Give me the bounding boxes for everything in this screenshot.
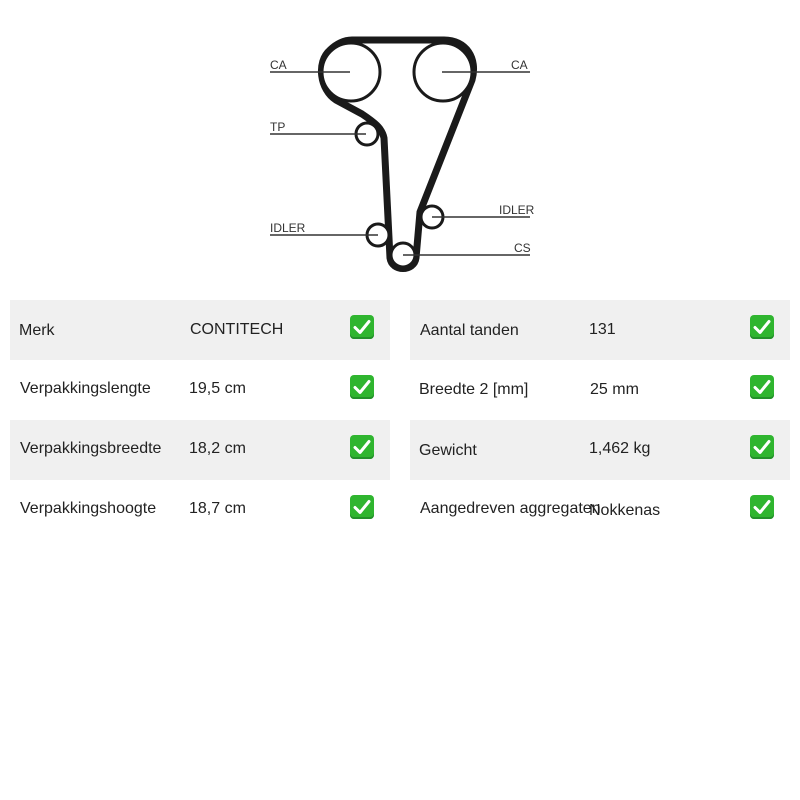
- check-mark-button-icon: [350, 375, 374, 399]
- check-mark-button-icon: [750, 315, 774, 339]
- spec-label: Aangedreven aggregaten: [420, 500, 601, 517]
- spec-label: Verpakkingsbreedte: [20, 440, 162, 457]
- spec-value: 25 mm: [590, 381, 639, 398]
- spec-label: Aantal tanden: [420, 322, 519, 339]
- label-idler-right: IDLER: [499, 203, 535, 217]
- spec-row: [410, 480, 790, 540]
- spec-value: 18,7 cm: [189, 500, 246, 517]
- spec-row: [10, 480, 390, 540]
- belt-diagram-svg: [0, 0, 800, 290]
- spec-table-left: [10, 300, 390, 540]
- label-cs: CS: [514, 241, 531, 255]
- check-mark-button-icon: [350, 495, 374, 519]
- spec-label: Breedte 2 [mm]: [419, 381, 529, 398]
- label-ca-right: CA: [511, 58, 528, 72]
- spec-value: 19,5 cm: [189, 380, 246, 397]
- spec-table-right: [410, 300, 790, 540]
- spec-row: [410, 360, 790, 420]
- check-mark-button-icon: [350, 315, 374, 339]
- spec-row: [10, 420, 390, 480]
- spec-value: Nokkenas: [589, 502, 661, 519]
- spec-value: 131: [589, 321, 616, 338]
- check-mark-button-icon: [750, 375, 774, 399]
- label-ca-left: CA: [270, 58, 287, 72]
- spec-label: Verpakkingshoogte: [20, 500, 157, 517]
- label-tp: TP: [270, 120, 286, 134]
- spec-value: 1,462 kg: [589, 440, 651, 457]
- spec-label: Verpakkingslengte: [20, 380, 151, 397]
- spec-row: [410, 300, 790, 360]
- check-mark-button-icon: [350, 435, 374, 459]
- label-idler-left: IDLER: [270, 221, 306, 235]
- spec-value: CONTITECH: [190, 321, 284, 338]
- check-mark-button-icon: [750, 435, 774, 459]
- spec-row: [410, 420, 790, 480]
- spec-row: [10, 300, 390, 360]
- spec-label: Merk: [19, 322, 55, 339]
- spec-label: Gewicht: [419, 442, 477, 459]
- spec-row: [10, 360, 390, 420]
- belt-routing-diagram: [0, 0, 800, 290]
- check-mark-button-icon: [750, 495, 774, 519]
- spec-value: 18,2 cm: [189, 440, 246, 457]
